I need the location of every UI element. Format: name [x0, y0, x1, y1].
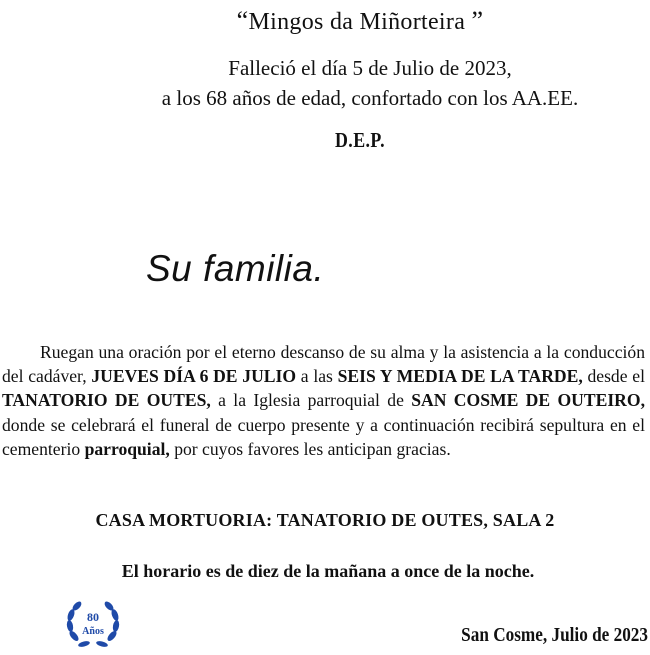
body-church-bold: SAN COSME DE OUTEIRO,	[411, 390, 645, 411]
body-tanatorio-bold: TANATORIO DE OUTES,	[2, 390, 211, 411]
casa-mortuoria-line: CASA MORTUORIA: TANATORIO DE OUTES, SALA 2	[95, 510, 555, 530]
nickname-text: Mingos da Miñorteira	[248, 9, 466, 35]
body-text-6: por cuyos favores les anticipan gracias.	[174, 438, 451, 459]
body-text-3: desde el	[587, 366, 645, 387]
place-date-signature: San Cosme, Julio de 2023	[461, 624, 648, 646]
logo-number: 80	[87, 610, 99, 624]
close-quote: ”	[471, 6, 484, 35]
dep-heading: D.E.P.	[334, 128, 385, 152]
announcement-paragraph	[2, 340, 645, 461]
nickname-heading	[150, 6, 570, 36]
body-date-bold: JUEVES DÍA 6 DE JULIO	[91, 366, 297, 387]
open-quote: “	[236, 6, 249, 35]
age-line: a los 68 años de edad, confortado con los AA.EE.	[161, 86, 579, 110]
body-parroquial-bold: parroquial,	[84, 438, 170, 459]
body-time-bold: SEIS Y MEDIA DE LA TARDE,	[337, 366, 583, 387]
laurel-wreath-icon	[64, 598, 122, 650]
anniversary-logo	[64, 598, 122, 650]
logo-text: Años	[82, 626, 104, 637]
body-text-4: a la Iglesia parroquial de	[218, 390, 404, 411]
body-text-1: Ruegan una oración por el eterno descanso de su alma y la asistencia a la conducción del cadáver,	[2, 342, 645, 387]
family-signature: Su familia.	[146, 248, 325, 289]
body-text-5: donde se celebrará el funeral de cuerpo presente y a continuación recibirá sepultura en el cementerio	[2, 414, 645, 459]
schedule-line: El horario es de diez de la mañana a once de la noche.	[121, 561, 535, 581]
body-text-2: a las	[300, 366, 333, 387]
death-date-line: Falleció el día 5 de Julio de 2023,	[228, 56, 512, 80]
